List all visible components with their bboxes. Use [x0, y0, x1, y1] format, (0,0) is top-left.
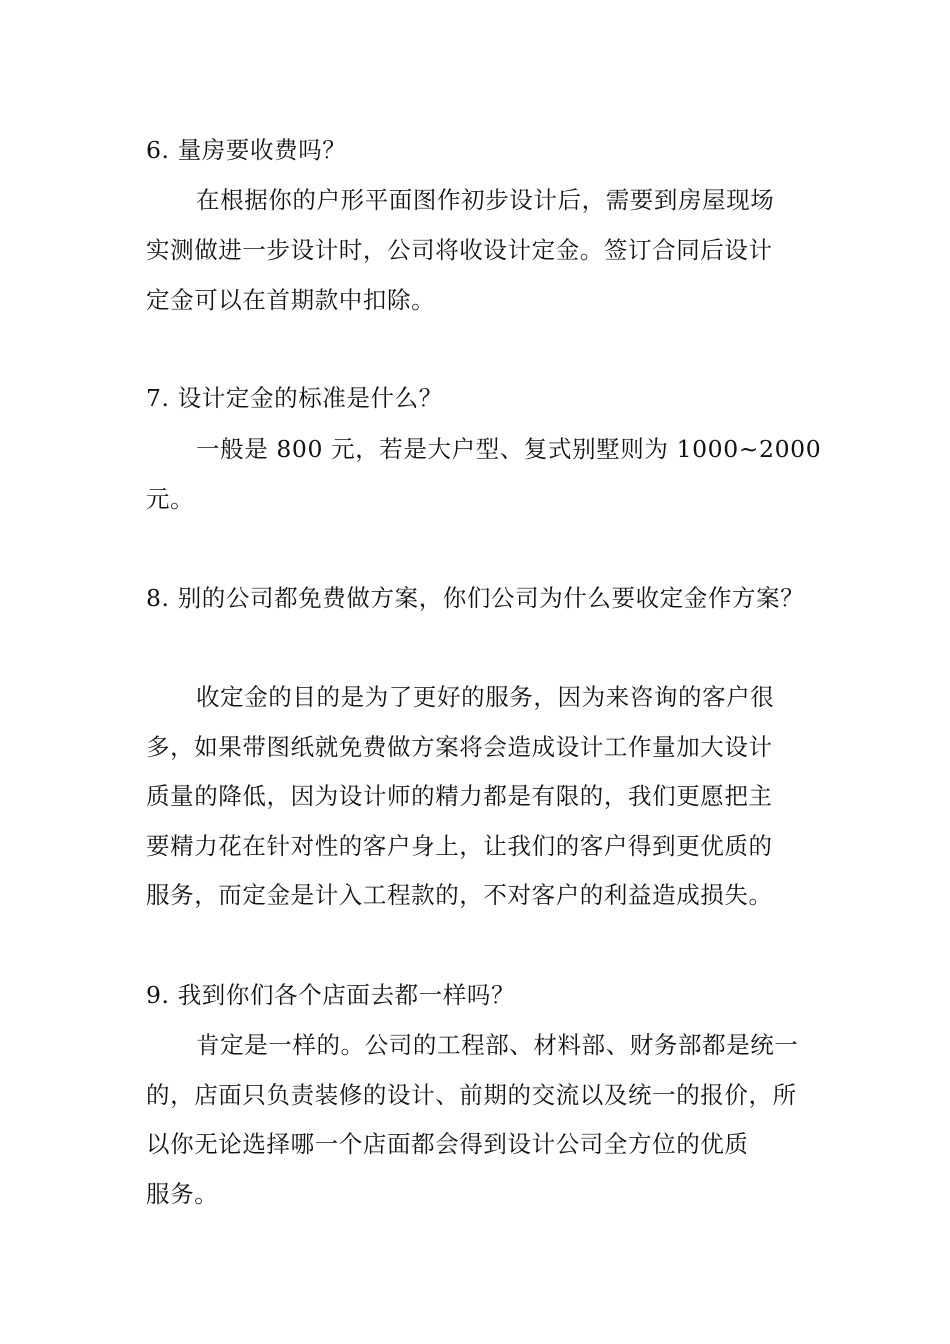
answer-8-line-1: 收定金的目的是为了更好的服务，因为来咨询的客户很 [196, 683, 775, 711]
answer-7-line-2: 元。 [146, 485, 195, 513]
question-9: 9. 我到你们各个店面去都一样吗？ [146, 981, 516, 1009]
answer-9-line-4: 服务。 [146, 1180, 219, 1208]
answer-6-line-1: 在根据你的户形平面图作初步设计后，需要到房屋现场 [196, 186, 775, 214]
answer-9-line-1: 肯定是一样的。公司的工程部、材料部、财务部都是统一 [196, 1031, 799, 1059]
answer-9-line-2: 的，店面只负责装修的设计、前期的交流以及统一的报价，所 [146, 1081, 797, 1109]
answer-8-line-2: 多，如果带图纸就免费做方案将会造成设计工作量加大设计 [146, 733, 773, 761]
question-7: 7. 设计定金的标准是什么？ [146, 384, 443, 412]
answer-7-line-1: 一般是 800 元，若是大户型、复式别墅则为 1000~2000 [196, 435, 822, 463]
answer-6-line-3: 定金可以在首期款中扣除。 [146, 286, 436, 314]
answer-8-line-5: 服务，而定金是计入工程款的，不对客户的利益造成损失。 [146, 881, 773, 909]
answer-9-line-3: 以你无论选择哪一个店面都会得到设计公司全方位的优质 [146, 1130, 749, 1158]
answer-6-line-2: 实测做进一步设计时，公司将收设计定金。签订合同后设计 [146, 236, 773, 264]
question-6: 6. 量房要收费吗？ [146, 136, 347, 164]
question-8: 8. 别的公司都免费做方案，你们公司为什么要收定金作方案？ [146, 584, 805, 612]
answer-8-line-3: 质量的降低，因为设计师的精力都是有限的，我们更愿把主 [146, 782, 773, 810]
answer-8-line-4: 要精力花在针对性的客户身上，让我们的客户得到更优质的 [146, 832, 773, 860]
